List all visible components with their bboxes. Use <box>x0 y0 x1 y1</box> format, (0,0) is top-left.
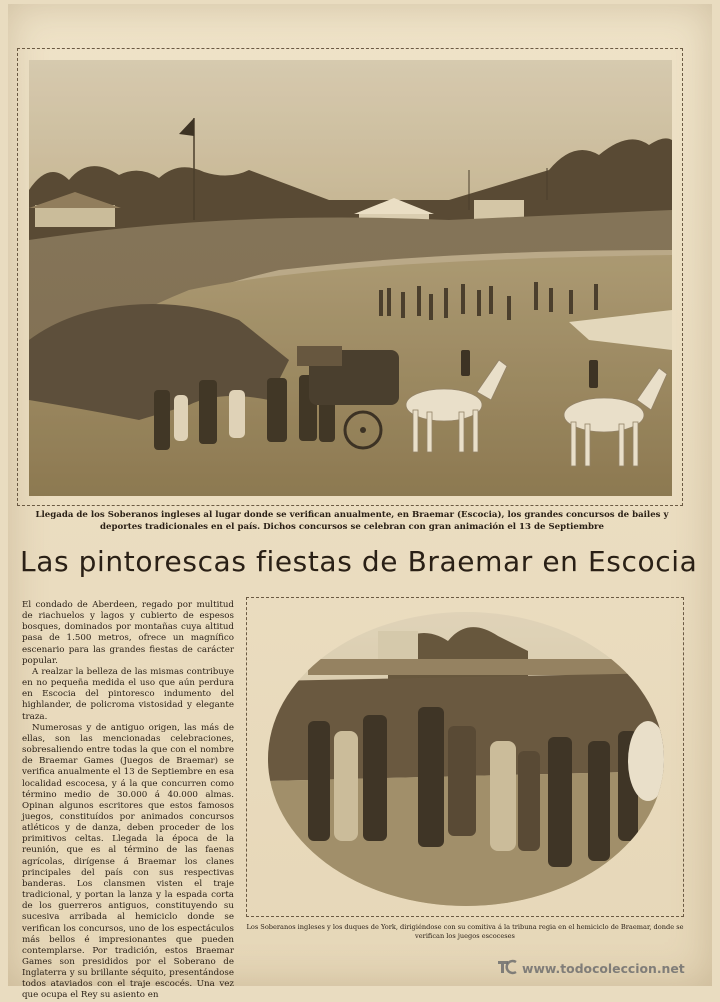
bottom-oval-photo <box>268 611 664 906</box>
royal-arrival-illustration <box>29 60 672 496</box>
watermark-text: www.todocoleccion.net <box>522 960 685 976</box>
article-paragraph: El condado de Aberdeen, regado por multitud de riachuelos y lagos y cubierto de espesos bosques, dominados por montañas cuya altitud pasa de 1.500 metros, ofrece un magnífico escenario para las grandes fiestas de carácter popular. <box>22 600 234 666</box>
bottom-photo-caption: Los Soberanos ingleses y los duques de York, dirigiéndose con su comitiva á la tribuna regia en el hemiciclo de Braemar, donde se verifican los juegos escoceses <box>246 923 684 940</box>
article-body <box>22 600 234 1001</box>
top-photo <box>29 60 672 496</box>
royal-procession-illustration <box>268 611 664 906</box>
article-title: Las pintorescas fiestas de Braemar en Escocia <box>20 545 698 578</box>
watermark <box>496 958 710 978</box>
article-paragraph: Numerosas y de antiguo origen, las más de ellas, son las mencionadas celebraciones, sobresaliendo entre todas la que con el nombre de Braemar Games (Juegos de Braemar) se verifica anualmente el 13 de Septiembre en esa localidad escocesa, y á la que concurren como término medio de 30.000 á 40.000 almas. Opinan algunos escritores que estos famosos juegos, constituídos por animados concursos atléticos y de danza, deben proceder de los primitivos celtas. Llegada la época de la reunión, que es al término de las faenas agrícolas, dirígense á Braemar los clanes principales del país con sus respectivas banderas. Los clansmen visten el traje tradicional, y portan la lanza y la espada corta de los guerreros antiguos, constituyendo su sucesiva arribada al hemiciclo donde se verifican los concursos, uno de los espectáculos más bellos é impresionantes que pueden contemplarse. Por tradición, estos Braemar Games son presididos por el Soberano de Inglaterra y su brillante séquito, presentándose todos ataviados con el traje escocés. Una vez que ocupa el Rey su asiento en <box>22 722 234 1001</box>
top-photo-caption: Llegada de los Soberanos ingleses al lugar donde se verifican anualmente, en Braemar (Escocia), los grandes concursos de bailes y deportes tradicionales en el país. Dichos concursos se celebran con gran animación el 13 de Septiembre <box>35 510 669 532</box>
article-paragraph: A realzar la belleza de las mismas contribuye en no pequeña medida el uso que aún perdura en Escocia del pintoresco indumento del highlander, de policroma vistosidad y elegante traza. <box>22 666 234 722</box>
todocoleccion-logo-icon <box>496 957 518 979</box>
